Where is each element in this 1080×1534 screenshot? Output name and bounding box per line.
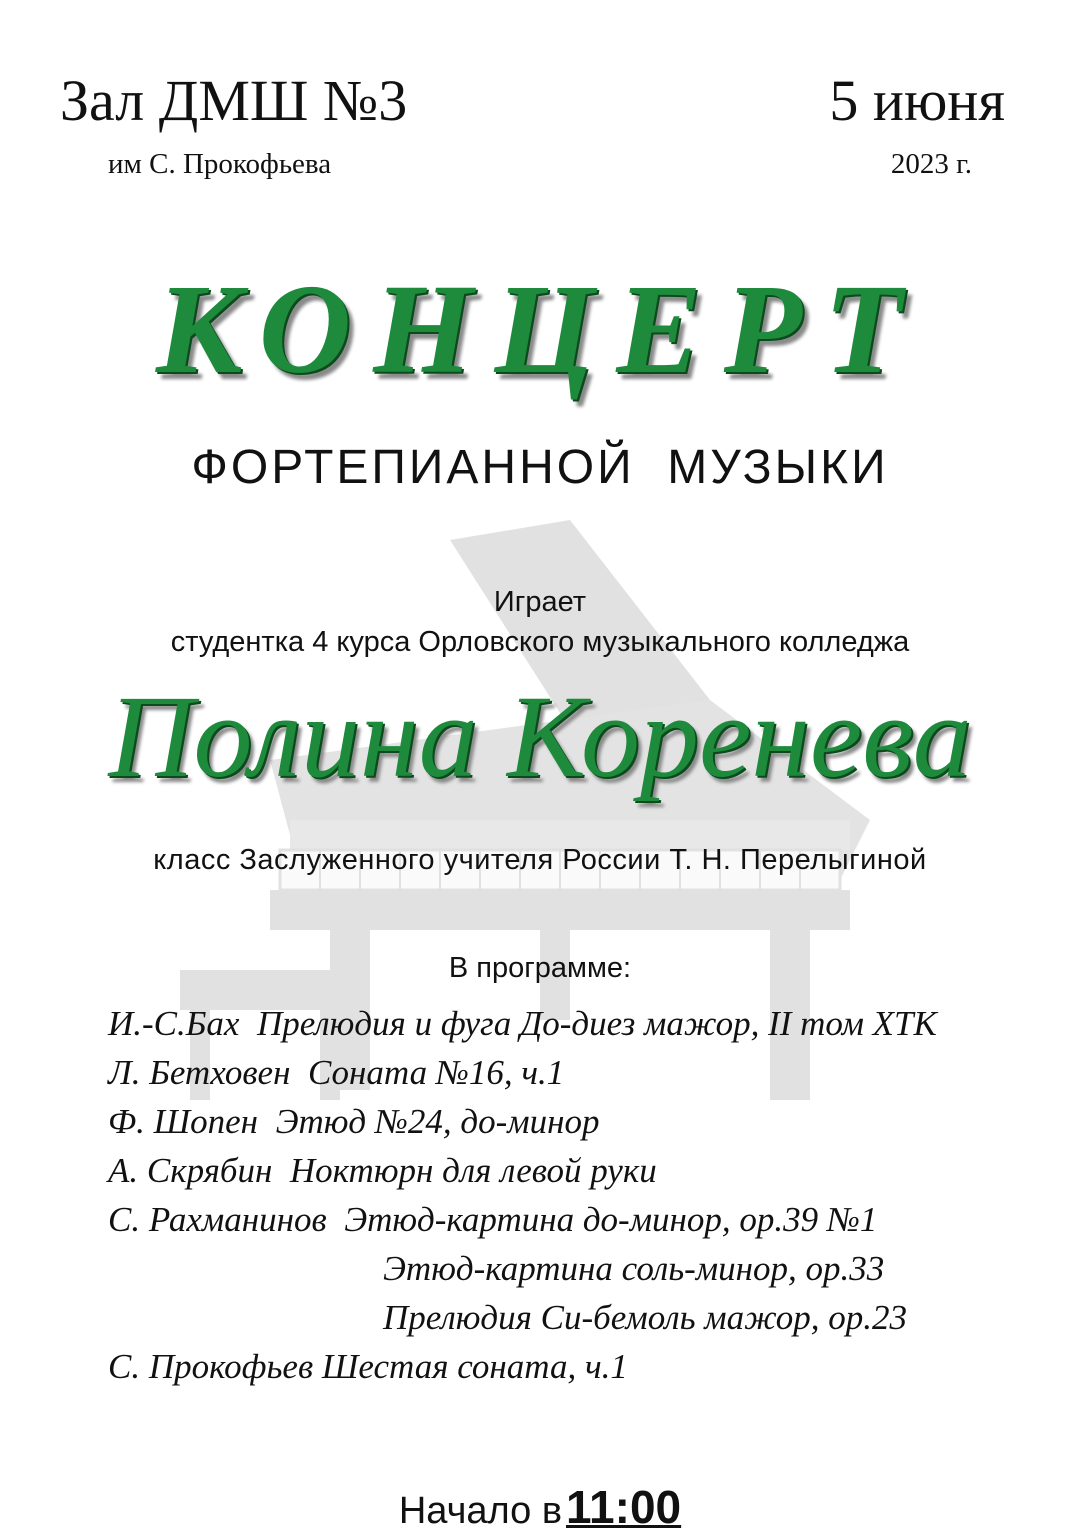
program-composer: С. Прокофьев [108,1347,314,1386]
program-composer: А. Скрябин [108,1151,273,1190]
program-item [108,1004,937,1053]
program-item [108,1249,937,1298]
program-heading: В программе: [448,952,632,984]
performer-name: Полина Коренева [108,671,972,802]
start-label: Начало в [398,1490,563,1532]
program-item [108,1053,937,1102]
program-item [108,1151,937,1200]
program-item [108,1200,937,1249]
teacher-line: класс Заслуженного учителя России Т. Н. Перелыгиной [153,844,927,876]
program-composer: С. Рахманинов [108,1200,327,1239]
program-list [108,1004,937,1396]
program-work: Шестая соната, ч.1 [321,1347,628,1386]
program-work: Ноктюрн для левой руки [289,1151,657,1190]
program-item [108,1347,937,1396]
program-composer: Ф. Шопен [108,1102,259,1141]
program-work: Прелюдия Си-бемоль мажор, ор.23 [383,1298,908,1337]
concert-date: 5 июня [829,68,1005,133]
performer-description: студентка 4 курса Орловского музыкального колледжа [170,626,910,658]
concert-year: 2023 г. [890,148,972,180]
start-time: 11:00 [566,1481,682,1533]
program-item [108,1102,937,1151]
program-work: Соната №16, ч.1 [307,1053,565,1092]
program-work: Прелюдия и фуга До-диез мажор, II том ХТК [256,1004,937,1043]
start-time-line [0,1480,1080,1534]
venue-subtitle: им С. Прокофьева [108,148,332,180]
poster-subtitle: ФОРТЕПИАННОЙ МУЗЫКИ [191,441,889,494]
program-item [108,1298,937,1347]
program-composer: Л. Бетховен [108,1053,291,1092]
performer-intro: Играет [493,586,587,618]
poster-title: КОНЦЕРТ [155,258,925,400]
program-work: Этюд-картина соль-минор, ор.33 [383,1249,885,1288]
venue-name: Зал ДМШ №3 [60,68,408,133]
program-work: Этюд-картина до-минор, ор.39 №1 [344,1200,878,1239]
program-composer: И.-С.Бах [108,1004,240,1043]
program-work: Этюд №24, до-минор [275,1102,600,1141]
